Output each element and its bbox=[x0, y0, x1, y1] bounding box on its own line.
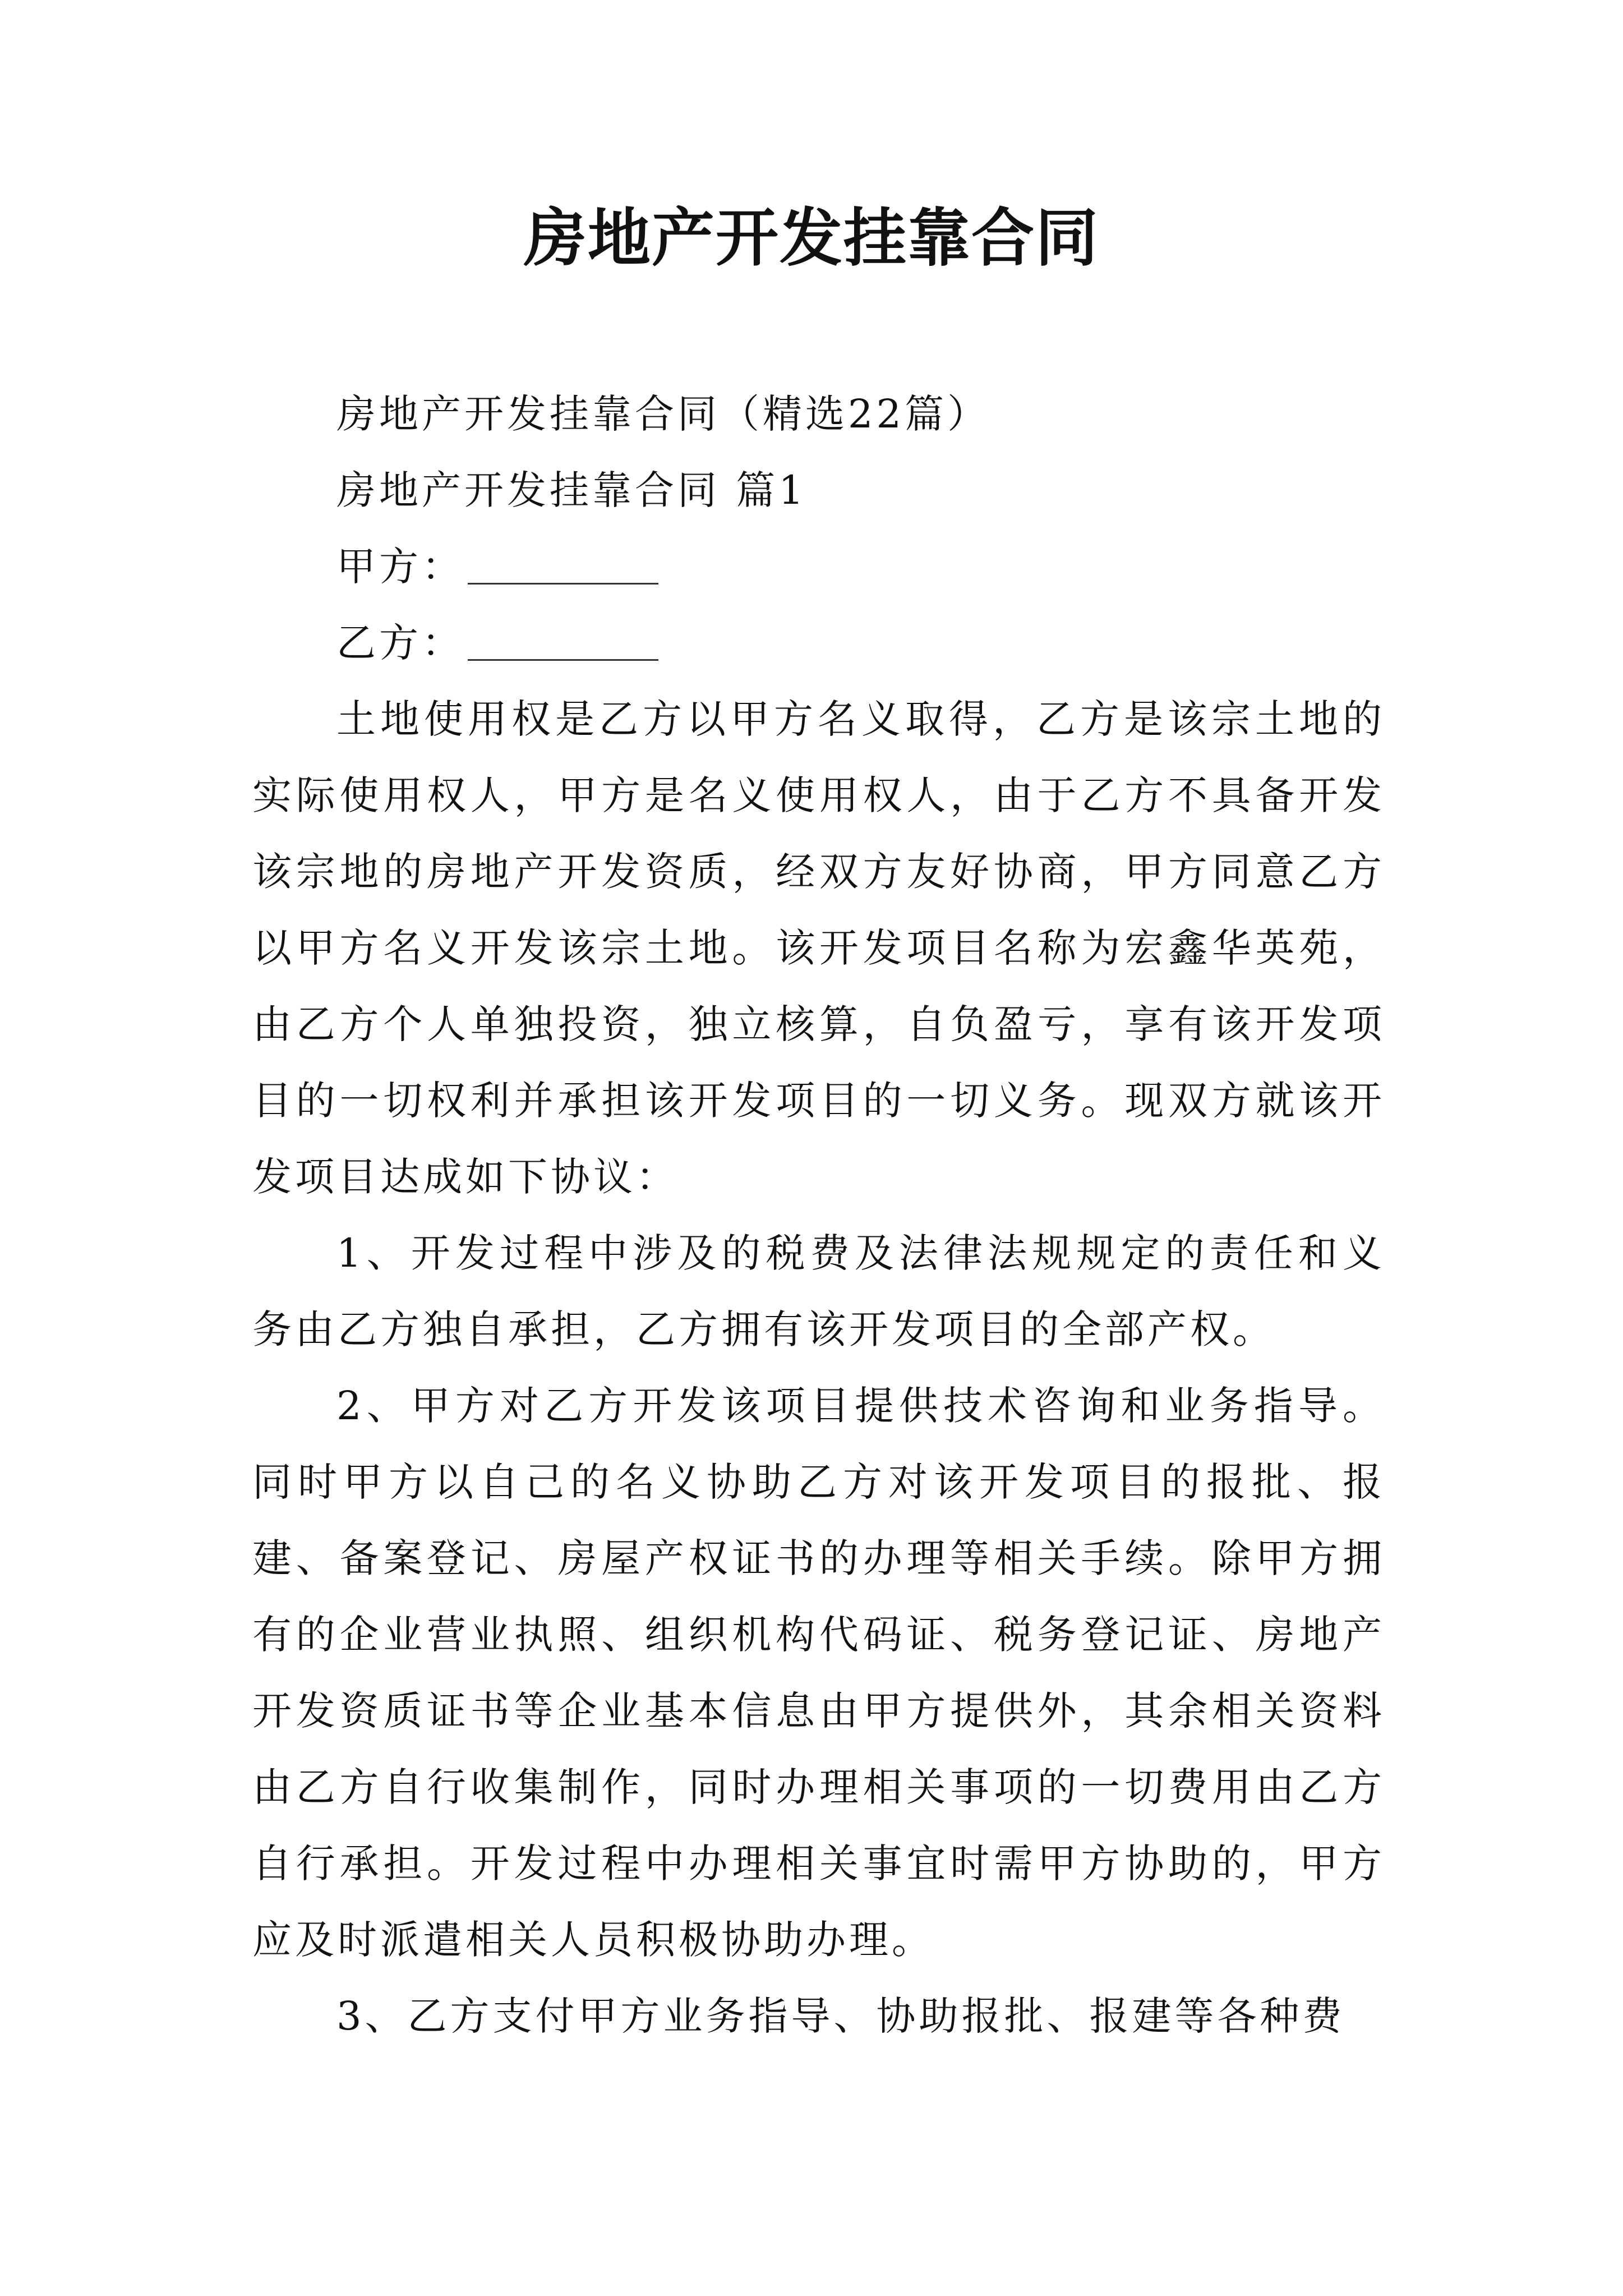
paragraph-intro: 土地使用权是乙方以甲方名义取得，乙方是该宗土地的实际使用权人，甲方是名义使用权人，由于乙方不具备开发该宗地的房地产开发资质，经双方友好协商，甲方同意乙方以甲方名义开发该宗土地。该开发项目名称为宏鑫华英苑，由乙方个人单独投资，独立核算，自负盈亏，享有该开发项目的一切权利并承担该开发项目的一切义务。现双方就该开发项目达成如下协议： bbox=[252, 696, 1385, 1200]
party-a-blank bbox=[468, 549, 658, 585]
party-b-blank bbox=[468, 625, 658, 661]
paragraph-clause-1: 1、开发过程中涉及的税费及法律法规规定的责任和义务由乙方独自承担，乙方拥有该开发项目的全部产权。 bbox=[252, 1230, 1385, 1352]
document-subtitle: 房地产开发挂靠合同（精选22篇） bbox=[336, 391, 990, 437]
party-b-label: 乙方： bbox=[336, 620, 464, 666]
party-b-line bbox=[252, 605, 1385, 681]
document-title: 房地产开发挂靠合同 bbox=[524, 201, 1099, 275]
section-heading: 房地产开发挂靠合同 篇1 bbox=[336, 467, 807, 513]
document-body bbox=[252, 376, 1385, 2054]
party-a-label: 甲方： bbox=[336, 544, 464, 590]
paragraph-clause-3: 3、乙方支付甲方业务指导、协助报批、报建等各种费 bbox=[336, 1993, 1345, 2039]
party-a-line bbox=[252, 528, 1385, 605]
paragraph-clause-2: 2、甲方对乙方开发该项目提供技术咨询和业务指导。同时甲方以自己的名义协助乙方对该开发项目的报批、报建、备案登记、房屋产权证书的办理等相关手续。除甲方拥有的企业营业执照、组织机构代码证、税务登记证、房地产开发资质证书等企业基本信息由甲方提供外，其余相关资料由乙方自行收集制作，同时办理相关事项的一切费用由乙方自行承担。开发过程中办理相关事宜时需甲方协助的，甲方应及时派遣相关人员积极协助办理。 bbox=[252, 1383, 1385, 1963]
